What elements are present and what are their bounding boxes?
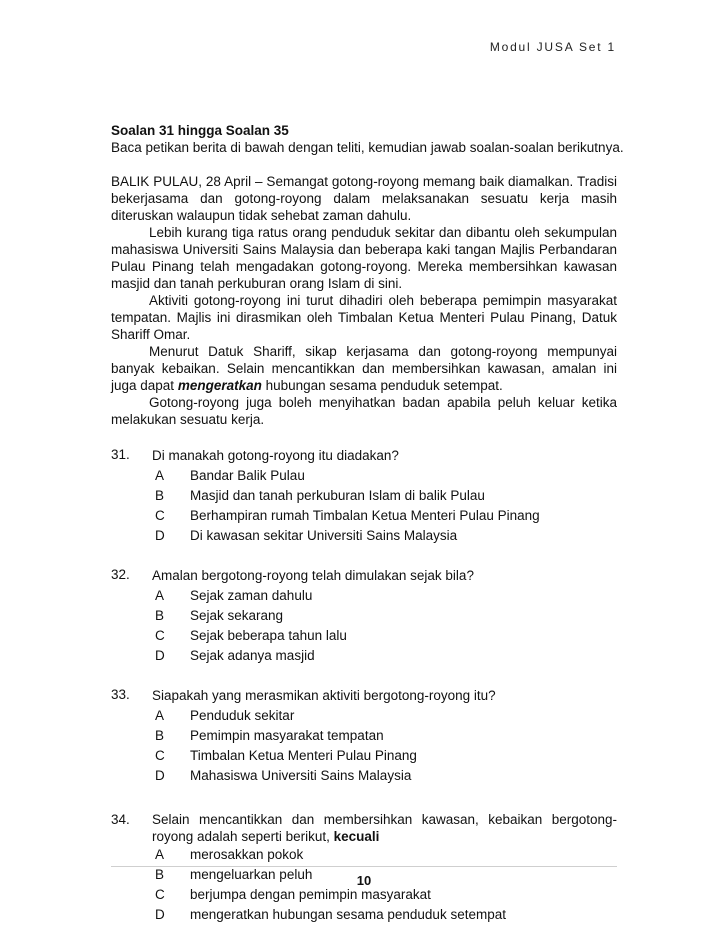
- question-text: Amalan bergotong-royong telah dimulakan sejak bila?: [152, 568, 474, 583]
- option-text: Di kawasan sekitar Universiti Sains Malaysia: [190, 528, 458, 543]
- option-text: Sejak zaman dahulu: [190, 588, 313, 603]
- question-number: 33.: [111, 687, 130, 702]
- option-letter: A: [155, 847, 165, 862]
- question-32: [111, 566, 617, 666]
- option-text: mengeluarkan peluh: [190, 867, 313, 882]
- option-letter: C: [155, 887, 165, 902]
- option-text: Penduduk sekitar: [190, 708, 295, 723]
- option-letter: B: [155, 728, 165, 743]
- passage-paragraph-2: Lebih kurang tiga ratus orang penduduk sekitar dan dibantu oleh sekumpulan mahasiswa Universiti Sains Malaysia dan beberapa kaki tangan Majlis Perbandaran Pulau Pinang telah mengadakan gotong-royong. Mereka membersihkan kawasan masjid dan tanah perkuburan orang Islam di sini.: [111, 225, 617, 291]
- passage-paragraph-3: Aktiviti gotong-royong ini turut dihadiri oleh beberapa pemimpin masyarakat tempatan. Majlis ini dirasmikan oleh Timbalan Ketua Menteri Pulau Pinang, Datuk Shariff Omar.: [111, 293, 617, 342]
- option-letter: C: [155, 748, 165, 763]
- option-text: Sejak sekarang: [190, 608, 284, 623]
- passage-text: hubungan sesama penduduk setempat.: [261, 378, 503, 393]
- question-number: 32.: [111, 567, 130, 582]
- page-number: 10: [356, 873, 372, 888]
- passage-paragraph-1: BALIK PULAU, 28 April – Semangat gotong-royong memang baik diamalkan. Tradisi bekerjasama dan gotong-royong dalam melaksanakan sesuatu kerja masih diteruskan walaupun tidak sehebat zaman dahulu.: [111, 174, 617, 223]
- option-b[interactable]: [152, 486, 617, 506]
- option-letter: D: [155, 648, 165, 663]
- option-d[interactable]: [152, 766, 617, 786]
- option-letter: A: [155, 708, 165, 723]
- option-b[interactable]: [152, 726, 617, 746]
- option-a[interactable]: [152, 845, 617, 865]
- question-31: [111, 446, 617, 546]
- option-letter: D: [155, 768, 165, 783]
- option-c[interactable]: [152, 885, 617, 905]
- option-letter: B: [155, 867, 165, 882]
- option-letter: B: [155, 488, 165, 503]
- option-letter: A: [155, 468, 165, 483]
- passage-text: Menurut Datuk Shariff, sikap kerjasama dan gotong-royong mempunyai banyak kebaikan. Selain mencantikkan dan membersihkan kawasan, amalan ini juga dapat: [111, 344, 617, 393]
- option-a[interactable]: [152, 466, 617, 486]
- footer-divider: [111, 866, 617, 867]
- option-text: Bandar Balik Pulau: [190, 468, 305, 483]
- section-instruction: Baca petikan berita di bawah dengan teliti, kemudian jawab soalan-soalan berikutnya.: [111, 140, 624, 155]
- emphasized-word: mengeratkan: [177, 378, 262, 393]
- option-d[interactable]: [152, 526, 617, 546]
- question-text: Siapakah yang merasmikan aktiviti bergotong-royong itu?: [152, 688, 496, 703]
- option-text: Berhampiran rumah Timbalan Ketua Menteri Pulau Pinang: [190, 508, 540, 523]
- option-c[interactable]: [152, 746, 617, 766]
- module-header: Modul JUSA Set 1: [489, 40, 616, 54]
- option-a[interactable]: [152, 586, 617, 606]
- option-d[interactable]: [152, 646, 617, 666]
- question-33: [111, 686, 617, 786]
- option-c[interactable]: [152, 626, 617, 646]
- option-text: berjumpa dengan pemimpin masyarakat: [190, 887, 431, 902]
- option-letter: A: [155, 588, 165, 603]
- passage-paragraph-4: [111, 343, 617, 394]
- option-letter: D: [155, 528, 165, 543]
- option-letter: B: [155, 608, 165, 623]
- passage-paragraph-5: Gotong-royong juga boleh menyihatkan badan apabila peluh keluar ketika melakukan sesuatu kerja.: [111, 395, 617, 427]
- question-number: 34.: [111, 812, 130, 827]
- question-number: 31.: [111, 447, 130, 462]
- option-text: Masjid dan tanah perkuburan Islam di balik Pulau: [190, 488, 485, 503]
- content-area: [111, 122, 624, 925]
- option-text: Sejak adanya masjid: [190, 648, 315, 663]
- option-text: Sejak beberapa tahun lalu: [190, 628, 347, 643]
- option-text: Mahasiswa Universiti Sains Malaysia: [190, 768, 412, 783]
- question-text: Di manakah gotong-royong itu diadakan?: [152, 448, 399, 463]
- section-title: Soalan 31 hingga Soalan 35: [111, 123, 289, 138]
- option-a[interactable]: [152, 706, 617, 726]
- question-text-emphasis: kecuali: [333, 829, 380, 844]
- option-c[interactable]: [152, 506, 617, 526]
- option-letter: C: [155, 628, 165, 643]
- question-34: [111, 811, 617, 925]
- option-b[interactable]: [152, 606, 617, 626]
- option-letter: D: [155, 907, 165, 922]
- option-text: Timbalan Ketua Menteri Pulau Pinang: [190, 748, 417, 763]
- option-d[interactable]: [152, 905, 617, 925]
- option-letter: C: [155, 508, 165, 523]
- option-text: mengeratkan hubungan sesama penduduk setempat: [190, 907, 506, 922]
- option-text: merosakkan pokok: [190, 847, 304, 862]
- option-text: Pemimpin masyarakat tempatan: [190, 728, 384, 743]
- question-text: [152, 811, 617, 845]
- question-text-main: Selain mencantikkan dan membersihkan kawasan, kebaikan bergotong-royong adalah seperti berikut,: [152, 812, 617, 844]
